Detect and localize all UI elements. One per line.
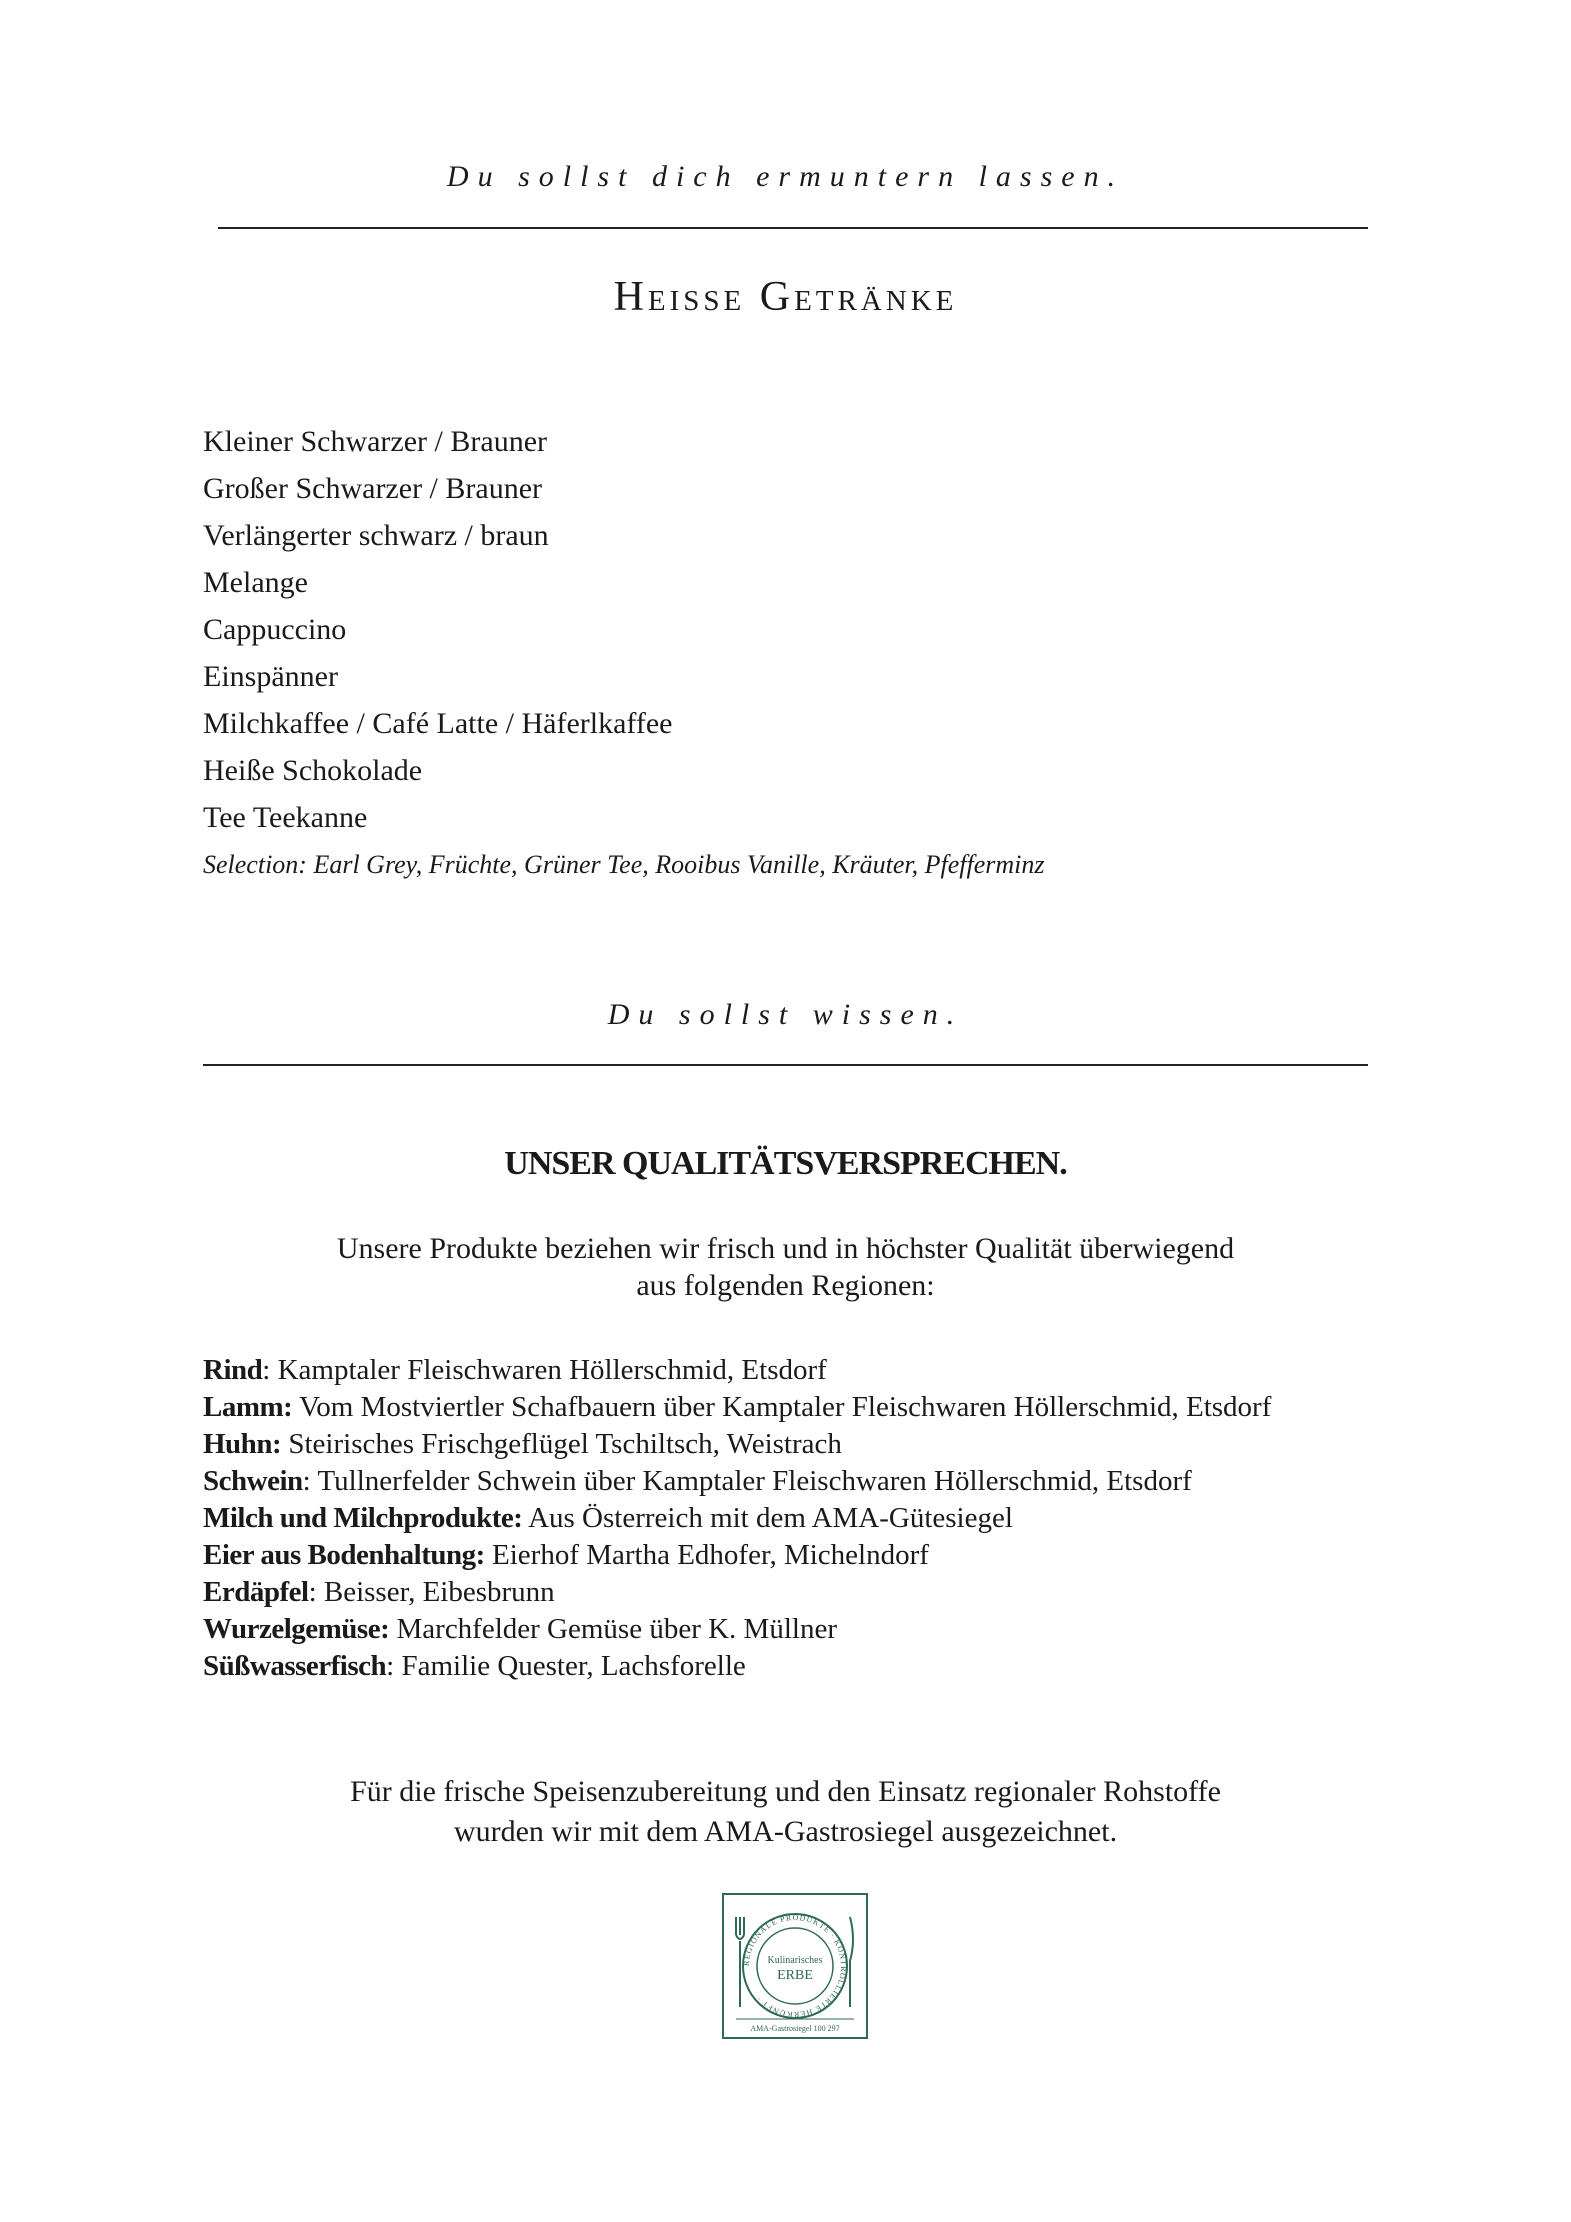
list-item: [203, 1611, 1403, 1648]
origin-source: Marchfelder Gemüse über K. Müllner: [396, 1613, 837, 1645]
origin-label: Erdäpfel: [203, 1576, 309, 1608]
origin-source: Steirisches Frischgeflügel Tschiltsch, Weistrach: [288, 1428, 842, 1460]
list-item: [203, 1500, 1403, 1537]
origin-label: Milch und Milchprodukte:: [203, 1502, 523, 1534]
origin-source: Familie Quester, Lachsforelle: [401, 1650, 746, 1682]
seal-center-top: Kulinarisches: [767, 1955, 823, 1966]
origin-label: Wurzelgemüse:: [203, 1613, 390, 1645]
list-item: Milchkaffee / Café Latte / Häferlkaffee: [203, 707, 673, 740]
intro-line: Unsere Produkte beziehen wir frisch und in höchster Qualität überwiegend: [336, 1232, 1235, 1265]
divider: [218, 227, 1368, 229]
origin-label: Lamm:: [203, 1391, 293, 1423]
origin-source: Beisser, Eibesbrunn: [323, 1576, 555, 1608]
origin-source: Eierhof Martha Edhofer, Michelndorf: [492, 1539, 929, 1571]
origin-label: Rind: [203, 1354, 263, 1386]
list-item: Verlängerter schwarz / braun: [203, 519, 549, 552]
origin-label: Huhn:: [203, 1428, 282, 1460]
list-item: [203, 1463, 1403, 1500]
section-motto: Du sollst dich ermuntern lassen.: [446, 160, 1125, 193]
origin-separator: [389, 1613, 396, 1645]
origin-source: Aus Österreich mit dem AMA-Gütesiegel: [528, 1502, 1013, 1534]
section-title: Heisse Getränke: [613, 274, 958, 320]
list-item: [203, 1352, 1403, 1389]
outro-line: wurden wir mit dem AMA-Gastrosiegel ausgezeichnet.: [453, 1815, 1118, 1848]
origin-list: [203, 1352, 1403, 1685]
quality-outro: [0, 1772, 1571, 1852]
drinks-list: [203, 418, 1303, 888]
seal-center-bottom: ERBE: [777, 1968, 813, 1983]
outro-line: Für die frische Speisenzubereitung und den Einsatz regionaler Rohstoffe: [350, 1775, 1221, 1808]
origin-label: Eier aus Bodenhaltung:: [203, 1539, 485, 1571]
list-item: [203, 1574, 1403, 1611]
origin-source: Kamptaler Fleischwaren Höllerschmid, Etsdorf: [277, 1354, 827, 1386]
list-item: Cappuccino: [203, 613, 347, 646]
origin-source: Vom Mostviertler Schafbauern über Kamptaler Fleischwaren Höllerschmid, Etsdorf: [299, 1391, 1272, 1423]
quality-intro: [0, 1230, 1571, 1304]
list-item: [203, 1537, 1403, 1574]
knife-icon: [850, 1917, 853, 2007]
list-item: Melange: [203, 566, 308, 599]
origin-label: Süßwasserfisch: [203, 1650, 387, 1682]
intro-line: aus folgenden Regionen:: [636, 1269, 935, 1302]
list-item: Kleiner Schwarzer / Brauner: [203, 425, 548, 458]
quality-title: UNSER QUALITÄTSVERSPRECHEN.: [504, 1145, 1067, 1182]
divider: [203, 1064, 1368, 1066]
origin-separator: :: [386, 1650, 402, 1682]
seal-ring-text: REGIONALE PRODUKTE · KONTROLLIERTE HERKUNFT ·: [741, 1912, 849, 2020]
origin-source: Tullnerfelder Schwein über Kamptaler Fleischwaren Höllerschmid, Etsdorf: [317, 1465, 1192, 1497]
list-item: [203, 1426, 1403, 1463]
list-item: Einspänner: [203, 660, 338, 693]
list-item: [203, 1389, 1393, 1426]
tea-selection-note: Selection: Earl Grey, Früchte, Grüner Tee, Rooibus Vanille, Kräuter, Pfefferminz: [203, 850, 1045, 879]
list-item: Heiße Schokolade: [203, 754, 423, 787]
seal-graphic: [724, 1895, 866, 2037]
origin-separator: :: [308, 1576, 324, 1608]
ama-gastrosiegel-seal: [722, 1893, 868, 2039]
seal-caption: AMA-Gastrosiegel 100 297: [750, 2024, 840, 2033]
list-item: Großer Schwarzer / Brauner: [203, 472, 543, 505]
list-item: Tee Teekanne: [203, 801, 368, 834]
list-item: [203, 1648, 1403, 1685]
origin-separator: :: [302, 1465, 318, 1497]
origin-separator: [485, 1539, 492, 1571]
origin-label: Schwein: [203, 1465, 303, 1497]
origin-separator: :: [262, 1354, 278, 1386]
section-motto: Du sollst wissen.: [607, 998, 964, 1031]
